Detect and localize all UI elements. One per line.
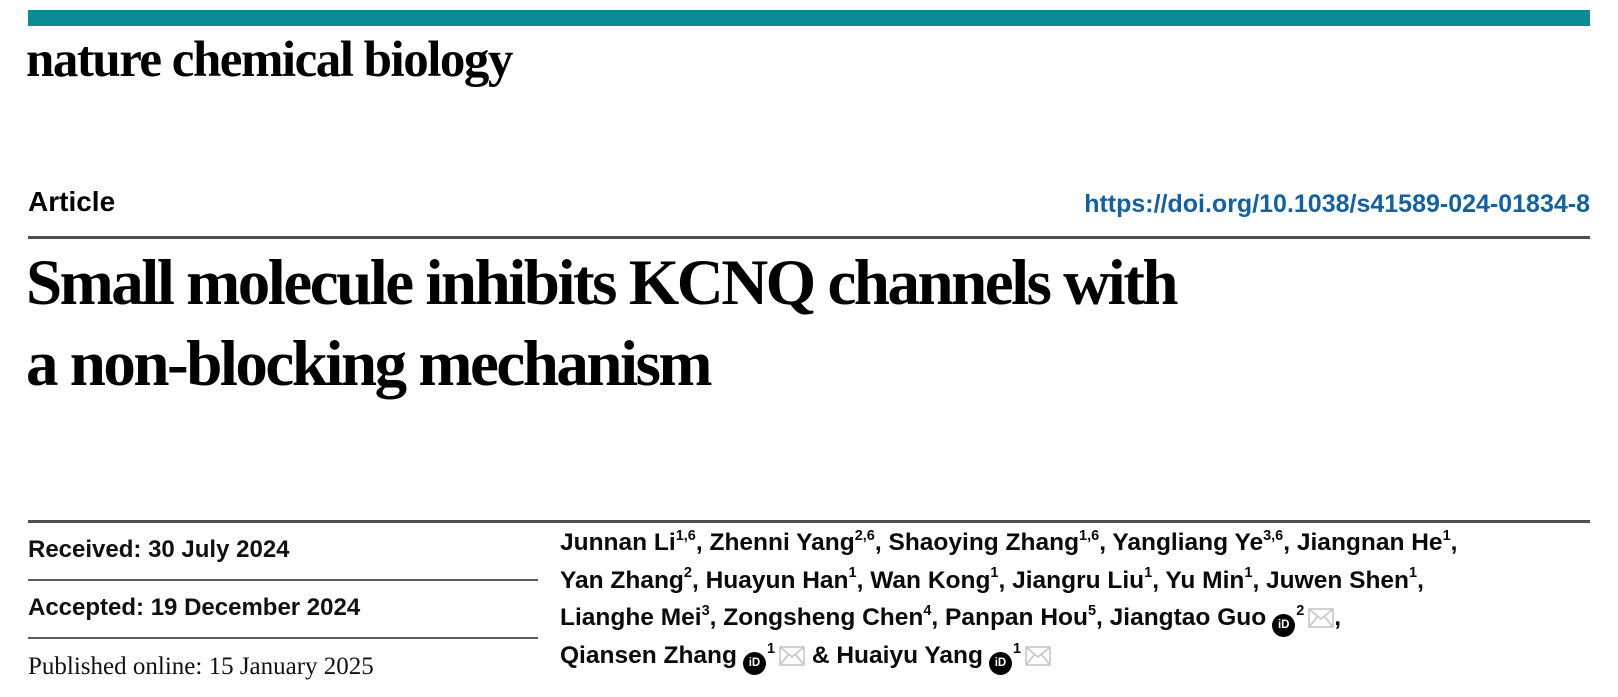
date-value: 19 December 2024 xyxy=(150,594,361,621)
article-type-label: Article xyxy=(28,186,116,217)
date-label: Accepted: xyxy=(28,594,151,621)
author-line: Lianghe Mei$^3$, Zongsheng Chen$^4$, Panpan Hou$^5$, Jiangtao Guo $iD^2$ , xyxy=(560,599,1600,637)
date-label: Received: xyxy=(28,536,149,563)
author-affiliation-superscript: 4 xyxy=(923,602,932,619)
article-title xyxy=(26,243,1596,405)
date-row xyxy=(28,581,538,639)
date-row xyxy=(28,523,538,581)
date-value: 30 July 2024 xyxy=(148,536,290,563)
date-row xyxy=(28,639,538,696)
author-affiliation-superscript: 1 xyxy=(1144,565,1153,582)
author-line: Junnan Li$^{1,6}$, Zhenni Yang$^{2,6}$, Shaoying Zhang$^{1,6}$, Yangliang Ye$^{3,6}$, Jiangnan He$^1$, xyxy=(560,527,1458,556)
orcid-id-icon[interactable]: iD xyxy=(1272,614,1295,637)
author-affiliation-superscript: 3 xyxy=(701,602,710,619)
article-dates xyxy=(28,523,538,696)
author-affiliation-superscript: 3,6 xyxy=(1263,527,1284,544)
article-title-line2: a non-blocking mechanism xyxy=(26,328,711,400)
author-list xyxy=(560,524,1600,675)
author-affiliation-superscript: 1 xyxy=(1244,565,1253,582)
date-label: Published online: xyxy=(28,653,209,680)
journal-wordmark: nature chemical biology xyxy=(26,32,512,88)
author-affiliation-superscript: 1 xyxy=(990,565,999,582)
author-affiliation-superscript: 1 xyxy=(1442,527,1451,544)
journal-brand-bar xyxy=(28,10,1590,26)
email-envelope-icon[interactable] xyxy=(779,646,805,666)
author-affiliation-superscript: 2,6 xyxy=(854,527,875,544)
doi-link[interactable]: https://doi.org/10.1038/s41589-024-01834-8 xyxy=(1084,190,1590,218)
author-affiliation-superscript: 1 xyxy=(848,565,857,582)
header-divider xyxy=(28,236,1590,239)
author-affiliation-superscript: 1 xyxy=(1012,640,1022,657)
article-title-line1: Small molecule inhibits KCNQ channels with xyxy=(26,247,1176,319)
author-affiliation-superscript: 2 xyxy=(683,565,692,582)
author-affiliation-superscript: 5 xyxy=(1087,602,1097,619)
author-affiliation-superscript: 2 xyxy=(1296,602,1305,619)
author-affiliation-superscript: 1 xyxy=(766,640,776,657)
author-line: Yan Zhang$^2$, Huayun Han$^1$, Wan Kong$^1$, Jiangru Liu$^1$, Yu Min$^1$, Juwen Shen$^1$, xyxy=(560,565,1424,594)
author-affiliation-superscript: 1 xyxy=(1409,565,1418,582)
orcid-id-icon[interactable]: iD xyxy=(743,652,766,675)
author-affiliation-superscript: 1,6 xyxy=(1079,527,1100,544)
author-affiliation-superscript: 1,6 xyxy=(675,527,696,544)
email-envelope-icon[interactable] xyxy=(1308,608,1334,628)
orcid-id-icon[interactable]: iD xyxy=(989,652,1012,675)
date-value: 15 January 2025 xyxy=(208,653,374,680)
email-envelope-icon[interactable] xyxy=(1025,646,1051,666)
author-line: Qiansen Zhang $iD^1$ & Huaiyu Yang $iD^1$ xyxy=(560,637,1600,675)
